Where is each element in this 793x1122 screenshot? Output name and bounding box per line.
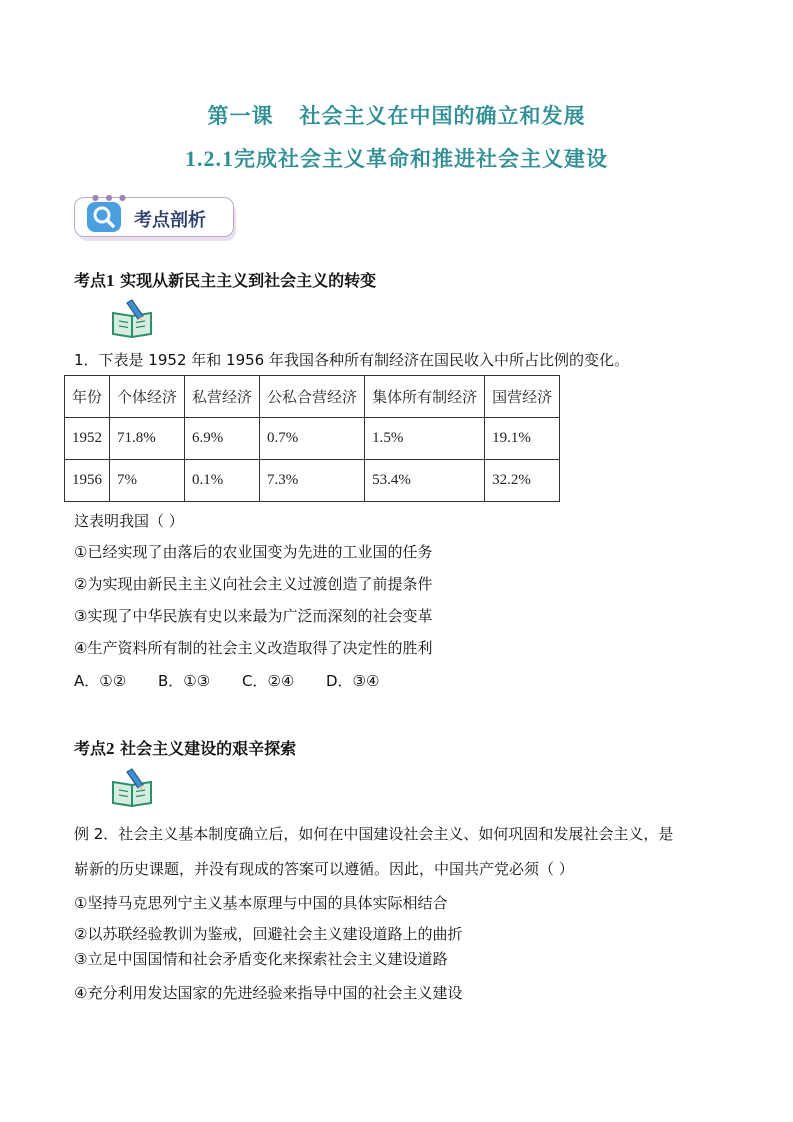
choice-statement: ②以苏联经验教训为鉴戒，回避社会主义建设道路上的曲折 <box>74 925 463 943</box>
lesson-name: 社会主义在中国的确立和发展 <box>299 104 586 128</box>
choice-statement: ④充分利用发达国家的先进经验来指导中国的社会主义建设 <box>74 984 463 1002</box>
magnifier-icon <box>87 202 121 232</box>
analysis-badge <box>74 193 238 243</box>
choice-statement: ②为实现由新民主主义向社会主义过渡创造了前提条件 <box>74 575 433 593</box>
table-row <box>65 418 560 460</box>
table-cell: 1.5% <box>365 418 485 460</box>
choice-statement: ①坚持马克思列宁主义基本原理与中国的具体实际相结合 <box>74 894 448 912</box>
section-title <box>0 143 793 173</box>
badge-label: 考点剖析 <box>134 210 206 231</box>
book-pencil-icon <box>110 768 156 808</box>
lesson-number: 第一课 <box>207 104 274 128</box>
table-header-row <box>65 376 560 418</box>
section-name: 完成社会主义革命和推进社会主义建设 <box>234 147 608 171</box>
table-header-cell: 个体经济 <box>110 376 185 418</box>
table-cell: 7% <box>110 460 185 502</box>
choice-statement: ③立足中国国情和社会矛盾变化来探索社会主义建设道路 <box>74 950 448 968</box>
question-1-text: 1．下表是 1952 年和 1956 年我国各种所有制经济在国民收入中所占比例的变化。 <box>74 351 629 369</box>
answer-options <box>74 670 379 691</box>
table-cell: 6.9% <box>185 418 260 460</box>
question-2-line2: 崭新的历史课题，并没有现成的答案可以遵循。因此，中国共产党必须（ ） <box>74 860 574 878</box>
choice-statement: ①已经实现了由落后的农业国变为先进的工业国的任务 <box>74 543 433 561</box>
option-b: B．①③ <box>158 672 211 690</box>
option-c: C．②④ <box>242 672 295 690</box>
choice-statement: ④生产资料所有制的社会主义改造取得了决定性的胜利 <box>74 639 433 657</box>
book-pencil-icon <box>110 299 156 339</box>
option-d: D．③④ <box>326 672 380 690</box>
table-cell: 19.1% <box>485 418 560 460</box>
table-header-cell: 私营经济 <box>185 376 260 418</box>
question-2-line1: 例 2．社会主义基本制度确立后，如何在中国建设社会主义、如何巩固和发展社会主义，是 <box>74 825 674 843</box>
section-number: 1.2.1 <box>185 146 234 171</box>
table-row <box>65 460 560 502</box>
table-cell: 7.3% <box>260 460 365 502</box>
table-cell: 0.7% <box>260 418 365 460</box>
table-cell: 53.4% <box>365 460 485 502</box>
lesson-title <box>0 100 793 130</box>
question-1-stem: 这表明我国（ ） <box>74 512 184 530</box>
ownership-table <box>64 375 560 502</box>
table-cell: 1956 <box>65 460 110 502</box>
table-header-cell: 年份 <box>65 376 110 418</box>
table-cell: 71.8% <box>110 418 185 460</box>
choice-statement: ③实现了中华民族有史以来最为广泛而深刻的社会变革 <box>74 607 433 625</box>
section1-heading: 考点1 实现从新民主主义到社会主义的转变 <box>74 271 377 290</box>
table-header-cell: 集体所有制经济 <box>365 376 485 418</box>
option-a: A．①② <box>74 672 127 690</box>
table-cell: 32.2% <box>485 460 560 502</box>
table-header-cell: 公私合营经济 <box>260 376 365 418</box>
table-cell: 1952 <box>65 418 110 460</box>
badge-dots-decoration: ● ● ● <box>92 193 129 202</box>
table-header-cell: 国营经济 <box>485 376 560 418</box>
table-cell: 0.1% <box>185 460 260 502</box>
section2-heading: 考点2 社会主义建设的艰辛探索 <box>74 739 297 758</box>
